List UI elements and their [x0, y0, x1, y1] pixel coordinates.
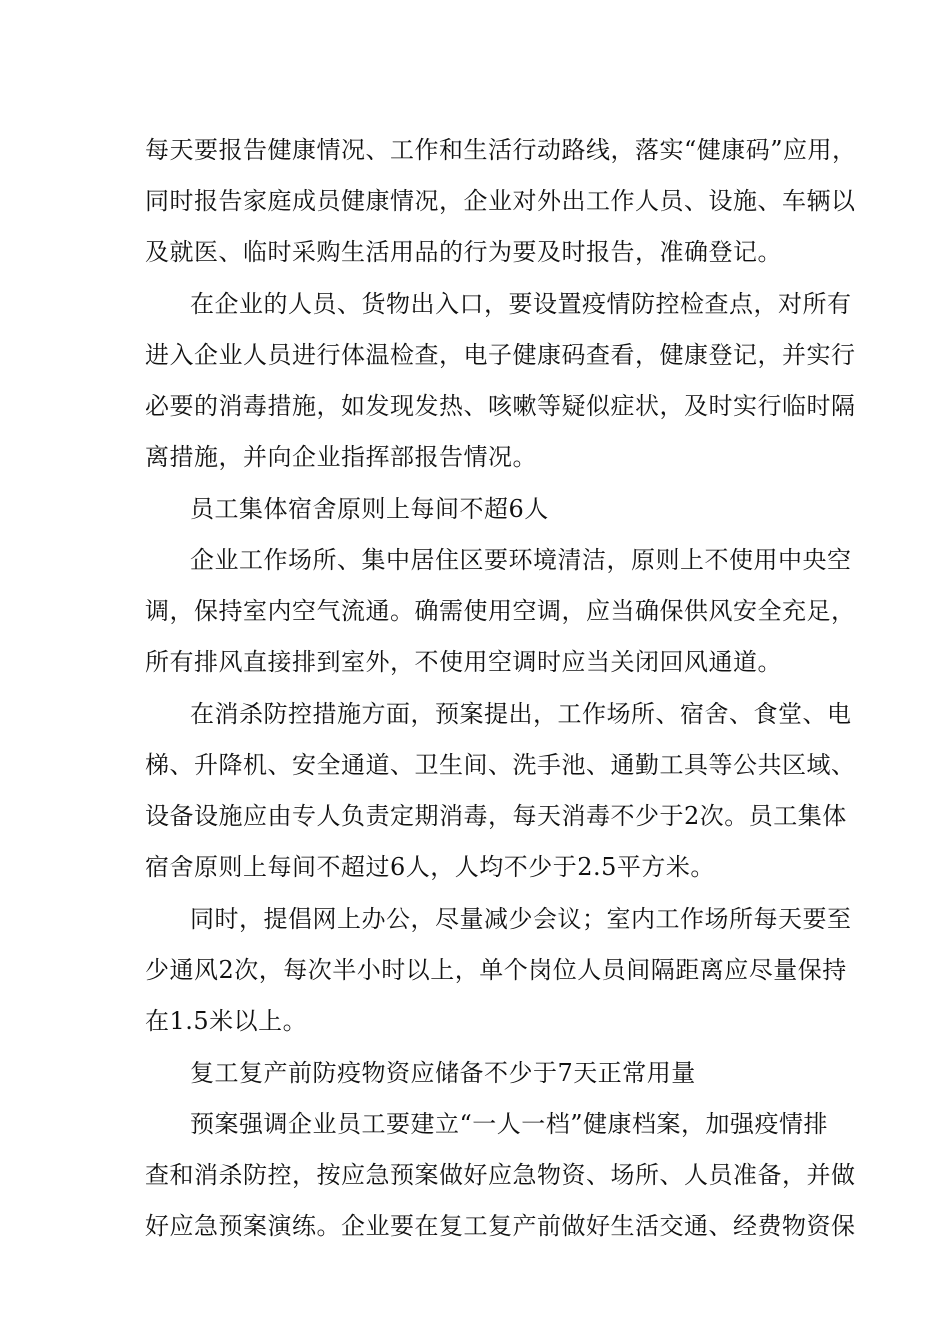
text-line: 查和消杀防控，按应急预案做好应急物资、场所、人员准备，并做 — [145, 1161, 856, 1189]
text-line: 好应急预案演练。企业要在复工复产前做好生活交通、经费物资保 — [145, 1212, 856, 1240]
section-heading: 员工集体宿舍原则上每间不超6人 — [190, 495, 549, 523]
text-line: 同时报告家庭成员健康情况，企业对外出工作人员、设施、车辆以 — [145, 187, 856, 215]
text-line: 少通风2次，每次半小时以上，单个岗位人员间隔距离应尽量保持 — [145, 956, 847, 984]
text-line: 宿舍原则上每间不超过6人，人均不少于2.5平方米。 — [145, 853, 715, 881]
text-line: 梯、升降机、安全通道、卫生间、洗手池、通勤工具等公共区域、 — [145, 751, 856, 779]
text-line: 所有排风直接排到室外，不使用空调时应当关闭回风通道。 — [145, 648, 782, 676]
paragraph-start-line: 同时，提倡网上办公，尽量减少会议；室内工作场所每天要至 — [190, 905, 852, 933]
paragraph-start-line: 企业工作场所、集中居住区要环境清洁，原则上不使用中央空 — [190, 546, 852, 574]
text-line: 离措施，并向企业指挥部报告情况。 — [145, 443, 537, 471]
paragraph-start-line: 在消杀防控措施方面，预案提出，工作场所、宿舍、食堂、电 — [190, 700, 852, 728]
text-line: 每天要报告健康情况、工作和生活行动路线，落实“健康码”应用， — [145, 136, 857, 164]
text-line: 调，保持室内空气流通。确需使用空调，应当确保供风安全充足， — [145, 597, 856, 625]
text-line: 设备设施应由专人负责定期消毒，每天消毒不少于2次。员工集体 — [145, 802, 847, 830]
text-line: 进入企业人员进行体温检查，电子健康码查看，健康登记，并实行 — [145, 341, 856, 369]
paragraph-start-line: 在企业的人员、货物出入口，要设置疫情防控检查点，对所有 — [190, 290, 852, 318]
text-line: 在1.5米以上。 — [145, 1007, 308, 1035]
paragraph-start-line: 预案强调企业员工要建立“一人一档”健康档案，加强疫情排 — [190, 1110, 829, 1138]
text-line: 必要的消毒措施，如发现发热、咳嗽等疑似症状，及时实行临时隔 — [145, 392, 856, 420]
section-heading: 复工复产前防疫物资应储备不少于7天正常用量 — [190, 1059, 696, 1087]
text-line: 及就医、临时采购生活用品的行为要及时报告，准确登记。 — [145, 238, 782, 266]
